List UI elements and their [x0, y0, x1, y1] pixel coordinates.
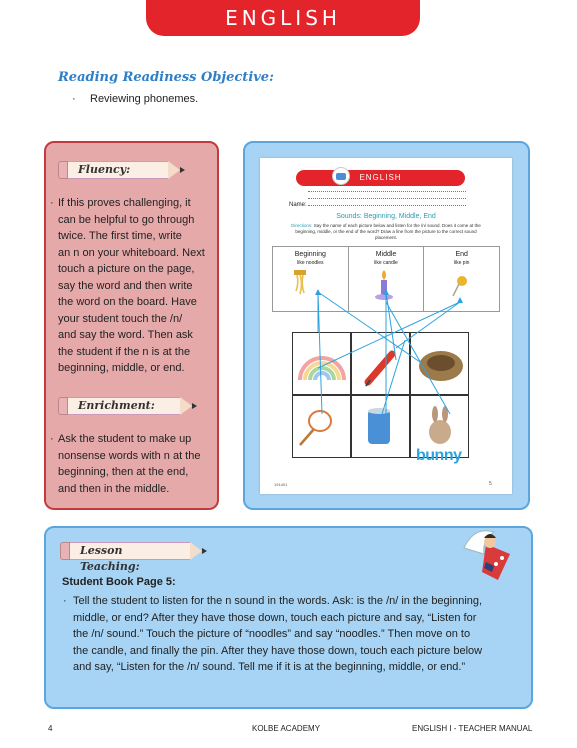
enrichment-text [50, 431, 216, 497]
sound-placement-table [272, 246, 500, 312]
lesson-text [63, 593, 520, 676]
objective-title: Reading Readiness Objective: [58, 70, 274, 85]
picture-cell [292, 395, 351, 458]
worksheet-title: Sounds: Beginning, Middle, End [336, 213, 436, 220]
picture-cell [351, 395, 410, 458]
column-example: like noodles [297, 260, 324, 266]
column-example: like pin [453, 260, 470, 266]
column-middle [349, 247, 425, 311]
column-end [424, 247, 499, 311]
lesson-line: and say, “Listen for the /n/ sound. Tell me if it is at the beginning, middle, or end.” [73, 661, 466, 673]
name-label: Name: [289, 202, 307, 208]
pencil-eraser-icon [58, 397, 68, 415]
fluency-line: can be helpful to go through [58, 213, 195, 226]
directions-label: Directions: [291, 223, 313, 228]
fluency-pencil-label [58, 159, 185, 181]
fluency-line: an n on your whiteboard. Next [58, 246, 205, 259]
enrichment-line: nonsense words with n at the [58, 449, 201, 462]
worksheet-directions [287, 223, 485, 241]
fluency-line: twice. The first time, write [58, 230, 182, 242]
lesson-label: Lesson Teaching: [70, 542, 190, 560]
lesson-line: middle, or end? After they have those down, touch each picture and say, “Listen for [73, 611, 477, 624]
fluency-line: and say the word. Then ask [58, 329, 193, 341]
fluency-line: beginning, middle, or end. [58, 362, 185, 374]
column-heading: End [455, 251, 468, 258]
objective-item-text: Reviewing phonemes. [90, 93, 199, 105]
picture-cell [292, 332, 351, 395]
column-heading: Beginning [294, 251, 326, 258]
picture-cell [410, 332, 469, 395]
page-number: 4 [48, 724, 53, 733]
directions-text: Say the name of each picture below and listen for the /n/ sound. Does it come at the beginning, middle, or the end of the word? Draw a line from the picture to the correct sound placement. [295, 223, 481, 240]
pencil-tip-icon [168, 161, 180, 179]
pencil-tip-icon [180, 397, 192, 415]
lesson-heading: Student Book Page 5: [62, 576, 176, 588]
objective-item: · Reviewing phonemes. [72, 93, 199, 105]
fluency-text [50, 195, 216, 377]
picture-cell [351, 332, 410, 395]
pencil-lead-icon [192, 403, 197, 409]
section-banner: ENGLISH [146, 0, 420, 36]
name-line [308, 198, 466, 199]
enrichment-line: beginning, then at the end, [58, 466, 189, 478]
bullet: · [50, 197, 54, 209]
picture-grid [292, 332, 469, 458]
pencil-lead-icon [180, 167, 185, 173]
enrichment-line: Ask the student to make up [58, 433, 192, 445]
fluency-line: say the word and then write [58, 279, 193, 292]
column-beginning [273, 247, 349, 311]
bullet: · [50, 433, 54, 445]
pencil-eraser-icon [58, 161, 68, 179]
lesson-pencil-label [60, 540, 207, 573]
pencil-tip-icon [190, 542, 202, 560]
fluency-line: If this proves challenging, it [58, 197, 191, 209]
footer-publisher: KOLBE ACADEMY [252, 724, 321, 733]
fluency-line: touch a picture on the page, [58, 263, 195, 275]
fluency-line: your student touch the /n/ [58, 312, 183, 325]
book-icon [332, 167, 350, 185]
enrichment-pencil-label [58, 395, 197, 417]
lesson-line: Tell the student to listen for the n sound in the words. Ask: is the /n/ in the beginning, [73, 595, 483, 607]
worksheet-page-number: 5 [489, 481, 492, 487]
enrichment-label: Enrichment: [68, 397, 180, 415]
name-line [308, 205, 466, 206]
worksheet-banner: ENGLISH [296, 170, 465, 186]
pencil-lead-icon [202, 548, 207, 554]
name-line [308, 191, 466, 192]
fluency-line: the student if the n is at the [58, 345, 191, 358]
angel-icon [456, 518, 526, 588]
bullet: · [63, 595, 67, 607]
fluency-line: the word on the board. Have [58, 296, 197, 308]
fluency-label: Fluency: [68, 161, 168, 179]
lesson-line: the /n/ sound.” Touch the picture of “noodles” and say “noodles.” Then move on to [73, 628, 471, 640]
pencil-eraser-icon [60, 542, 70, 560]
handwritten-answer: bunny [416, 447, 462, 464]
enrichment-line: and then in the middle. [58, 482, 170, 495]
column-heading: Middle [375, 251, 397, 258]
column-example: like candle [374, 260, 398, 266]
worksheet-footer-code: 191401 [274, 482, 288, 487]
footer-manual-title: ENGLISH I - TEACHER MANUAL [412, 724, 533, 733]
lesson-line: the candle, and finally the pin. After they have those down, touch each picture below [73, 644, 483, 657]
